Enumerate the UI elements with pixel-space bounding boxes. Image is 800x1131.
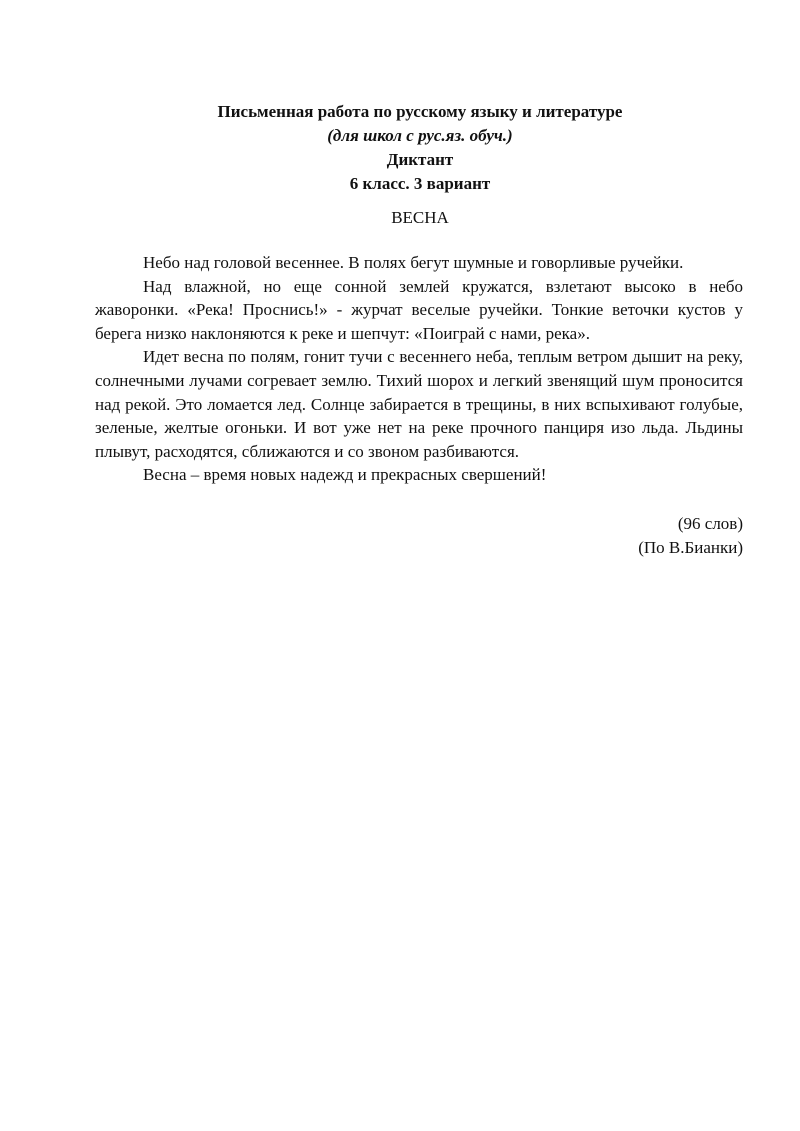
header-work-type: Диктант	[386, 150, 454, 169]
paragraph: Весна – время новых надежд и прекрасных свершений!	[143, 465, 547, 485]
document-header	[95, 100, 745, 196]
word-count: (96 слов)	[677, 514, 743, 533]
header-subject: Письменная работа по русскому языку и литературе	[217, 102, 623, 121]
paragraph: Идет весна по полям, гонит тучи с весеннего неба, теплым ветром дышит на реку, солнечными лучами согревает землю. Тихий шорох и легкий звенящий шум проносится над рекой. Это ломается лед. Солнце забирается в трещины, в них вспыхивают голубые, зеленые, желтые огоньки. И вот уже нет на реке прочного панциря изо льда. Льдины плывут, расходятся, сближаются и со звоном разбиваются.	[95, 347, 743, 461]
header-grade-variant: 6 класс. 3 вариант	[349, 174, 491, 193]
source-attribution: (По В.Бианки)	[638, 538, 743, 557]
paragraph: Над влажной, но еще сонной землей кружатся, взлетают высоко в небо жаворонки. «Река! Проснись!» - журчат веселые ручейки. Тонкие веточки кустов у берега низко наклоняются к реке и шепчут: «Поиграй с нами, река».	[95, 276, 743, 343]
dictation-footer	[638, 512, 743, 560]
dictation-title: ВЕСНА	[391, 208, 449, 227]
dictation-text	[95, 251, 743, 487]
paragraph: Небо над головой весеннее. В полях бегут шумные и говорливые ручейки.	[143, 253, 684, 272]
header-school-type: (для школ с рус.яз. обуч.)	[327, 126, 513, 145]
